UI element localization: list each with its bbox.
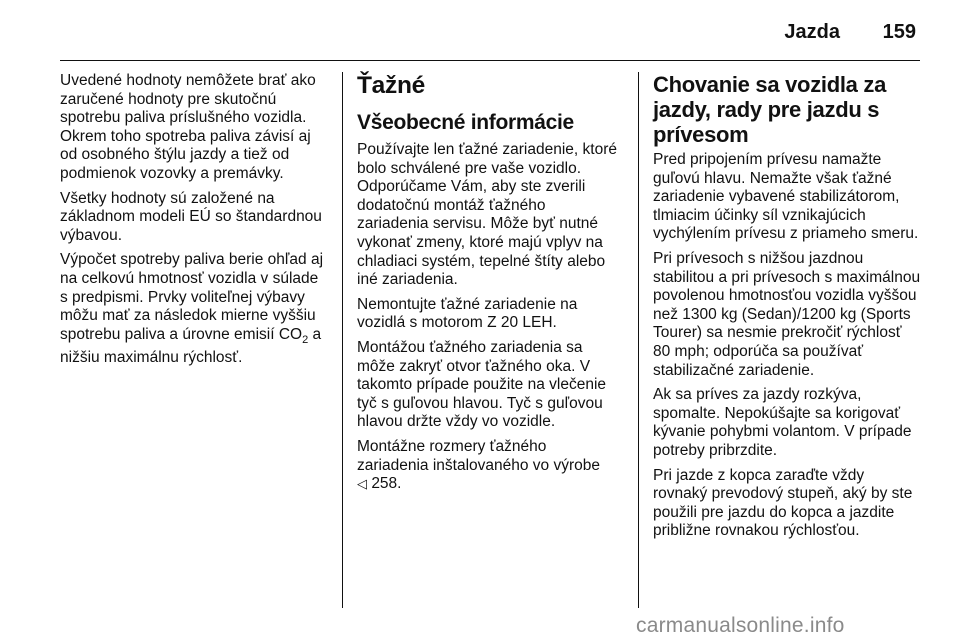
- paragraph: Pri jazde z kopca zaraďte vždy rovnaký prevodový stupeň, aký by ste použili pre jazdu do kopca a jazdite približne rovnakou rýchlosťou.: [653, 466, 913, 540]
- subsection-heading: Chovanie sa vozidla za jazdy, rady pre jazdu s prívesom: [653, 72, 887, 147]
- paragraph: Pri prívesoch s nižšou jazdnou stabilitou a pri prívesoch s maximálnou povolenou hmotnosťou vozidla vyššou než 1300 kg (Sedan)/1200 kg (Sports Tourer) sa nesmie prekročiť rýchlosť 80 mph; odporúča sa používať stabilizačné zariadenie.: [653, 249, 921, 379]
- page-number: 159: [882, 21, 916, 43]
- paragraph: Uvedené hodnoty nemôžete brať ako zaručené hodnoty pre skutočnú spotrebu paliva príslušného vozidla. Okrem toho spotreba paliva závisí aj od osobného štýlu jazdy a tiež od podmienok vozovky a premávky.: [60, 72, 316, 182]
- page-reference-link[interactable]: 258.: [371, 475, 402, 493]
- subscript: 2: [302, 333, 309, 346]
- column-divider: [638, 72, 639, 608]
- header-rule: [60, 60, 920, 61]
- column-left: [60, 72, 330, 374]
- page-reference-arrow-icon: ◁: [357, 476, 367, 492]
- section-heading: Ťažné: [357, 72, 425, 99]
- column-divider: [342, 72, 343, 608]
- text-segment: a nižšiu maximálnu rýchlosť.: [60, 325, 322, 367]
- paragraph: [60, 251, 330, 368]
- subsection-heading: Všeobecné informácie: [357, 111, 574, 134]
- paragraph: Všetky hodnoty sú založené na základnom modeli EÚ so štandardnou výbavou.: [60, 189, 322, 244]
- column-right: [653, 72, 921, 547]
- paragraph: Ak sa príves za jazdy rozkýva, spomalte. Nepokúšajte sa korigovať kývanie pohybmi volantom. V prípade potreby pribrzdite.: [653, 386, 912, 459]
- paragraph: [357, 438, 621, 494]
- text-segment: Výpočet spotreby paliva berie ohľad aj na celkovú hmotnosť vozidla v súlade s predpismi. Prvky voliteľnej výbavy môžu mať za následok mierne vyššiu spotrebu paliva a úrovne emisií CO: [60, 251, 324, 343]
- section-title: Jazda: [784, 21, 840, 43]
- page-header: [0, 0, 960, 62]
- paragraph: Montážou ťažného zariadenia sa môže zakryť otvor ťažného oka. V takomto prípade použite na vlečenie tyč s guľovou hlavou. Tyč s guľovou hlavou držte vždy vo vozidle.: [357, 338, 607, 431]
- column-middle: [357, 72, 621, 500]
- watermark: carmanualsonline.info: [636, 614, 845, 637]
- paragraph: Používajte len ťažné zariadenie, ktoré bolo schválené pre vaše vozidlo. Odporúčame Vám, aby ste zverili dodatočnú montáž ťažného zariadenia servisu. Môže byť nutné vykonať zmeny, ktoré majú vplyv na chladiaci systém, tepelné štíty alebo iné zariadenia.: [357, 141, 617, 289]
- paragraph: Nemontujte ťažné zariadenie na vozidlá s motorom Z 20 LEH.: [357, 295, 578, 332]
- paragraph: Pred pripojením prívesu namažte guľovú hlavu. Nemažte však ťažné zariadenie vybavené stabilizátorom, tlmiacim účinky síl vznikajúcich vychýlením prívesu z priameho smeru.: [653, 151, 919, 243]
- text-segment: Montážne rozmery ťažného zariadenia inštalovaného vo výrobe: [357, 437, 600, 474]
